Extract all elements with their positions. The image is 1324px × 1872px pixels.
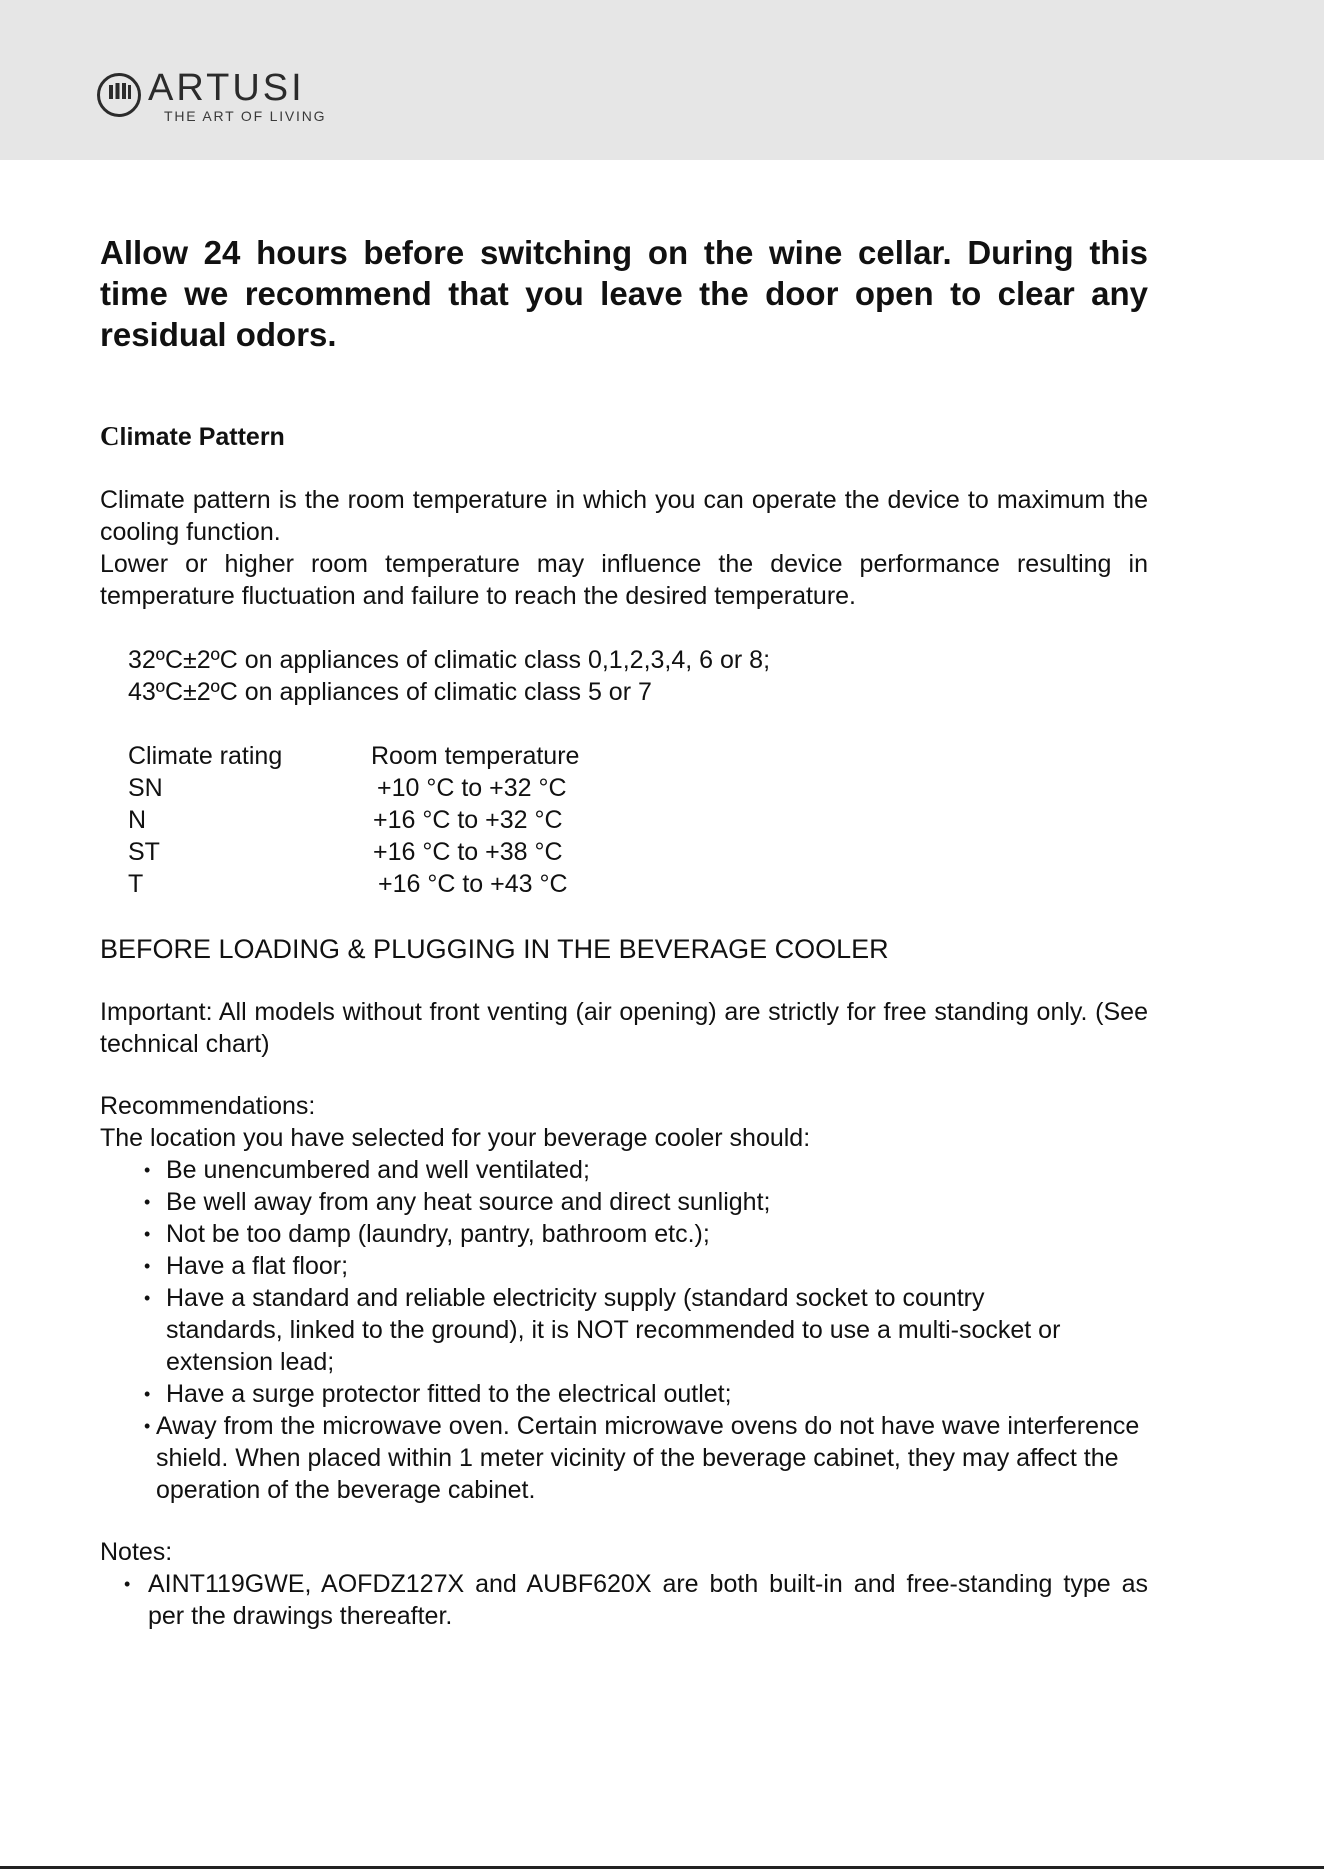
recommendations-label: Recommendations: (100, 1092, 316, 1120)
room-temperature-cell: +16 °C to +32 °C (373, 806, 563, 834)
climate-rating-cell: SN (128, 774, 163, 802)
brand-tagline: THE ART OF LIVING (164, 108, 327, 124)
notes-label: Notes: (100, 1538, 173, 1566)
climatic-class-line: 32ºC±2ºC on appliances of climatic class 0,1,2,3,4, 6 or 8; (128, 646, 771, 674)
warning-notice: Allow 24 hours before switching on the wine cellar. During this time we recommend that you leave the door open to clear any residual odors. (100, 234, 1148, 353)
climate-rating-cell: N (128, 806, 147, 834)
page-content (100, 232, 1148, 1632)
climatic-class-lines (128, 644, 1148, 708)
column-header-climate-rating: Climate rating (128, 742, 283, 770)
climate-rating-cell: T (128, 870, 144, 898)
list-item: • Away from the microwave oven. Certain microwave ovens do not have wave interference shield. When placed within 1 meter vicinity of the beverage cabinet, they may affect the operation of the beverage cabinet. (100, 1410, 1148, 1506)
climate-rating-table (128, 740, 579, 900)
artusi-circle-logo-icon (96, 72, 142, 118)
list-item: • Have a surge protector fitted to the electrical outlet; (100, 1378, 1148, 1410)
room-temperature-cell: +16 °C to +43 °C (378, 870, 568, 898)
table-row (128, 804, 579, 836)
table-row (128, 836, 579, 868)
climate-paragraph-1: Climate pattern is the room temperature in which you can operate the device to maximum the cooling function. (100, 486, 1148, 546)
table-row (128, 868, 579, 900)
footer-rule (0, 1866, 1324, 1869)
climate-pattern-heading (100, 421, 1148, 452)
before-loading-heading: BEFORE LOADING & PLUGGING IN THE BEVERAGE COOLER (100, 934, 889, 964)
location-intro: The location you have selected for your beverage cooler should: (100, 1124, 811, 1152)
recommendations-list (100, 1154, 1148, 1506)
climate-paragraph-2: Lower or higher room temperature may influence the device performance resulting in temperature fluctuation and failure to reach the desired temperature. (100, 550, 1148, 610)
list-item: • Be well away from any heat source and direct sunlight; (100, 1186, 1148, 1218)
room-temperature-cell: +10 °C to +32 °C (377, 774, 567, 802)
climatic-class-line: 43ºC±2ºC on appliances of climatic class 5 or 7 (128, 678, 652, 706)
brand-logo (96, 67, 356, 126)
brand-name: ARTUSI (148, 67, 305, 109)
column-header-room-temperature: Room temperature (371, 742, 580, 770)
header-band (0, 0, 1324, 160)
climate-rating-cell: ST (128, 838, 160, 866)
list-item: • Have a flat floor; (100, 1250, 1148, 1282)
table-row (128, 772, 579, 804)
climate-pattern-title: Climate Pattern (100, 421, 285, 451)
room-temperature-cell: +16 °C to +38 °C (373, 838, 563, 866)
list-item: • Not be too damp (laundry, pantry, bathroom etc.); (100, 1218, 1148, 1250)
notes-list (100, 1568, 1148, 1632)
list-item: • AINT119GWE, AOFDZ127X and AUBF620X are both built-in and free-standing type as per the drawings thereafter. (100, 1568, 1148, 1632)
table-header-row (128, 740, 579, 772)
list-item: • Be unencumbered and well ventilated; (100, 1154, 1148, 1186)
important-notice: Important: All models without front venting (air opening) are strictly for free standing only. (See technical chart) (100, 998, 1148, 1058)
list-item: • Have a standard and reliable electricity supply (standard socket to country standards, linked to the ground), it is NOT recommended to use a multi-socket or extension lead; (100, 1282, 1148, 1378)
